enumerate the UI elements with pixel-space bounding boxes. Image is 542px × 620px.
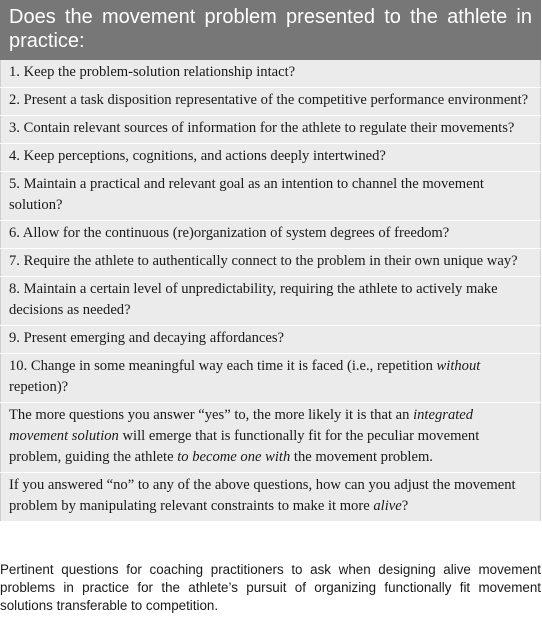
row-emphasis: without <box>436 358 481 374</box>
table-row: 9. Present emerging and decaying affordances? <box>1 326 541 354</box>
table-row: 1. Keep the problem-solution relationship intact? <box>1 60 541 88</box>
summary-emphasis: to become one with <box>177 449 291 465</box>
row-text: 10. Change in some meaningful way each time it is faced (i.e., repetition <box>9 358 437 374</box>
table-row: 7. Require the athlete to authentically connect to the problem in their own unique way? <box>1 249 541 277</box>
table-row <box>1 354 541 403</box>
summary-yes-row <box>1 403 541 473</box>
table-row: 3. Contain relevant sources of information for the athlete to regulate their movements? <box>1 116 541 144</box>
summary-text: will emerge that is functionally fit for the peculiar movement problem, guiding the athlete <box>9 428 480 465</box>
summary-text: ? <box>401 498 409 514</box>
table-row: 2. Present a task disposition representative of the competitive performance environment? <box>1 88 541 116</box>
table-caption: Pertinent questions for coaching practitioners to ask when designing alive movement problems in practice for the athlete’s pursuit of organizing functionally fit movement solutions transferable to competition. <box>0 562 541 613</box>
summary-text: the movement problem. <box>290 449 433 465</box>
summary-emphasis: alive <box>373 498 402 514</box>
table-header: Does the movement problem presented to the athlete in practice: <box>1 1 541 60</box>
table-row: 5. Maintain a practical and relevant goal as an intention to channel the movement solution? <box>1 172 541 221</box>
table-row: 6. Allow for the continuous (re)organization of system degrees of freedom? <box>1 221 541 249</box>
table-row: 8. Maintain a certain level of unpredictability, requiring the athlete to actively make decisions as needed? <box>1 277 541 326</box>
summary-text: If you answered “no” to any of the above questions, how can you adjust the movement problem by manipulating relevant constraints to make it more <box>9 477 516 514</box>
summary-emphasis: integrated movement solution <box>9 407 474 444</box>
summary-no-row <box>1 473 541 522</box>
summary-text: The more questions you answer “yes” to, the more likely it is that an <box>9 407 414 423</box>
row-text: repetion)? <box>9 379 69 395</box>
table-row: 4. Keep perceptions, cognitions, and actions deeply intertwined? <box>1 144 541 172</box>
